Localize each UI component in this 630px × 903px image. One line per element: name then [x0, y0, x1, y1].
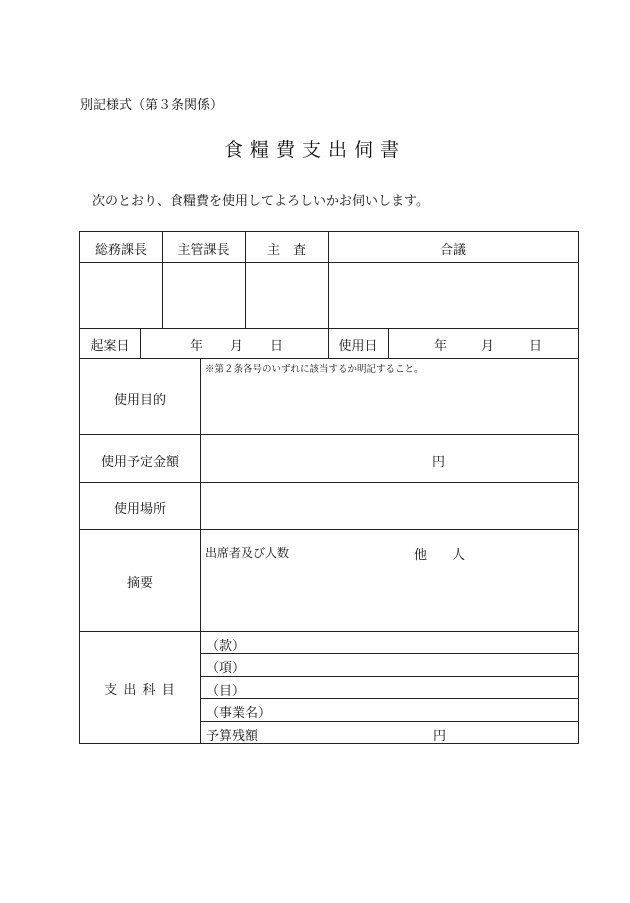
column-divider — [140, 328, 141, 358]
purpose-note: ※第２条各号のいずれに該当するか明記すること。 — [205, 364, 424, 375]
supervising-chief-label: 主管課長 — [177, 243, 230, 258]
row-divider — [80, 358, 578, 359]
row-divider — [80, 631, 578, 632]
draft-year-label: 年 — [190, 339, 204, 354]
stamp-cell-supervising[interactable] — [163, 263, 245, 328]
general-affairs-chief-label: 総務課長 — [94, 243, 147, 258]
use-day-label: 日 — [529, 339, 543, 354]
row-divider — [200, 676, 578, 677]
use-month-label: 月 — [481, 339, 495, 354]
others-label: 他 — [414, 548, 428, 563]
attendees-label: 出席者及び人数 — [205, 546, 290, 560]
row-divider — [80, 434, 578, 435]
intro-text: 次のとおり、食糧費を使用してよろしいかお伺いします。 — [92, 194, 429, 209]
place-label: 使用場所 — [113, 502, 166, 517]
use-year-label: 年 — [434, 339, 448, 354]
summary-label: 摘要 — [126, 576, 153, 591]
stamp-cell-inspector[interactable] — [246, 263, 328, 328]
expense-request-form — [79, 231, 579, 744]
moku-label: （目） — [206, 684, 246, 699]
stamp-cell-consultation[interactable] — [329, 263, 578, 328]
row-divider — [200, 653, 578, 654]
draft-date-label: 起案日 — [90, 339, 130, 354]
column-divider — [388, 328, 389, 358]
column-divider — [200, 358, 201, 744]
consultation-label: 合議 — [439, 243, 466, 258]
amount-unit: 円 — [432, 455, 446, 470]
project-label: （事業名） — [206, 706, 272, 721]
row-divider — [200, 721, 578, 722]
row-divider — [80, 328, 578, 329]
draft-day-label: 日 — [270, 339, 284, 354]
kan-label: （款） — [206, 639, 246, 654]
amount-label: 使用予定金額 — [100, 455, 179, 470]
row-divider — [200, 698, 578, 699]
row-divider — [80, 529, 578, 530]
budget-remaining-unit: 円 — [433, 729, 447, 744]
inspector-label: 主 査 — [266, 243, 306, 258]
purpose-label: 使用目的 — [113, 393, 166, 408]
use-date-label: 使用日 — [338, 339, 378, 354]
page-title: 食糧費支出伺書 — [223, 139, 406, 161]
stamp-cell-general-affairs[interactable] — [80, 263, 162, 328]
draft-month-label: 月 — [230, 339, 244, 354]
row-divider — [80, 482, 578, 483]
expense-item-label: 支 出 科 目 — [104, 683, 176, 698]
form-style-label: 別記様式（第３条関係） — [80, 98, 224, 113]
budget-remaining-label: 予算残額 — [206, 729, 259, 744]
persons-label: 人 — [452, 548, 466, 563]
kou-label: （項） — [206, 661, 246, 676]
